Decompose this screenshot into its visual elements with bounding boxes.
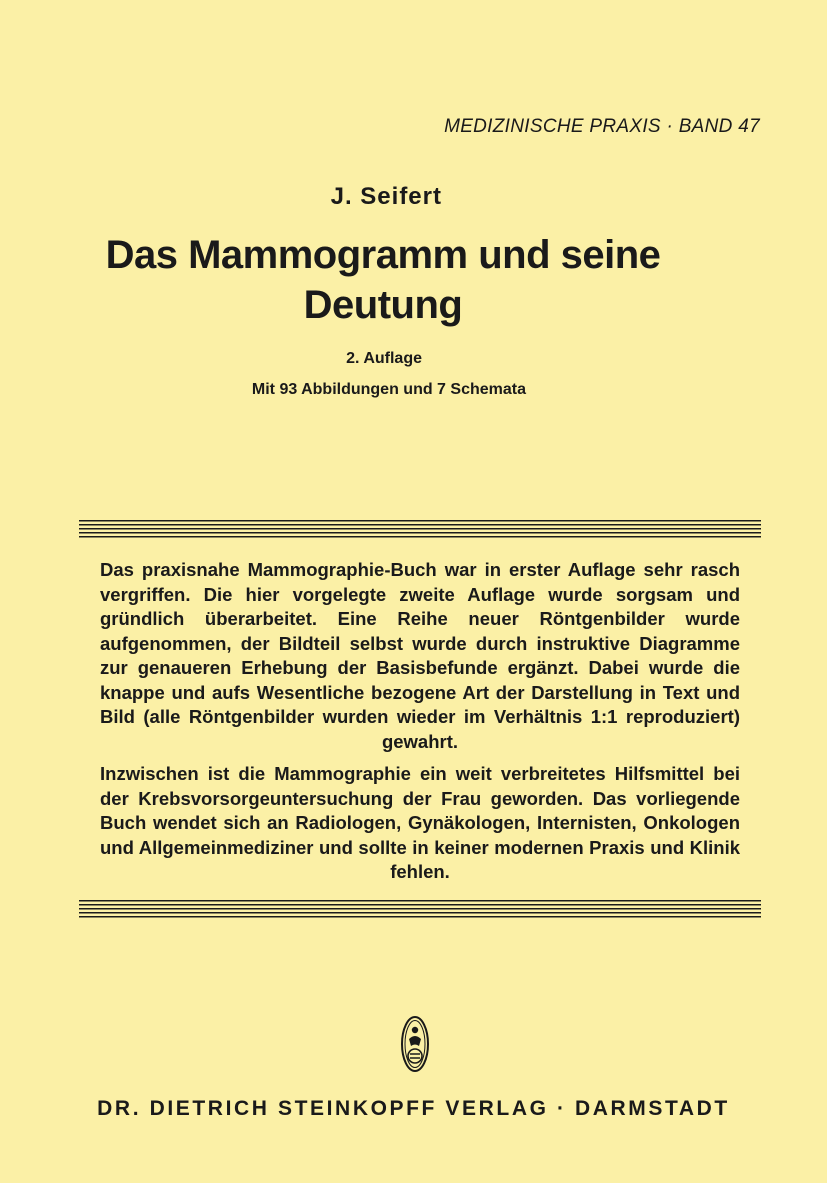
blurb-paragraph-1: Das praxisnahe Mammographie-Buch war in erster Auflage sehr rasch vergriffen. Die hier vorgelegte zweite Auflage wurde sorgsam und gründlich überarbeitet. Eine Reihe neuer Röntgenbilder wurde aufgenommen, der Bildteil selbst wurde durch instruktive Diagramme zur genaueren Erhebung der Basisbefunde ergänzt. Dabei wurde die knappe und aufs Wesentliche bezogene Art der Darstellung in Text und Bild (alle Röntgenbilder wurden wieder im Verhältnis 1:1 reproduziert) gewahrt. <box>100 559 740 752</box>
blurb-paragraph-2: Inzwischen ist die Mammographie ein weit verbreitetes Hilfsmittel bei der Krebsvorsorgeuntersuchung der Frau geworden. Das vorliegende Buch wendet sich an Radiologen, Gynäkologen, Internisten, Onkologen und Allgemeinmediziner und sollte in keiner modernen Praxis und Klinik fehlen. <box>100 763 740 882</box>
edition-label: 2. Auflage <box>346 350 422 367</box>
publisher-name: DR. DIETRICH STEINKOPFF VERLAG · DARMSTADT <box>97 1097 730 1120</box>
book-title: Das Mammogramm und seine Deutung <box>105 233 661 327</box>
author-name: J. Seifert <box>330 183 442 210</box>
series-title: MEDIZINISCHE PRAXIS · BAND 47 <box>444 116 760 137</box>
bottom-divider-rule <box>79 900 761 920</box>
top-divider-rule <box>79 520 761 540</box>
illustrations-note: Mit 93 Abbildungen und 7 Schemata <box>251 381 526 398</box>
publisher-emblem-icon <box>396 1013 434 1075</box>
blurb-text <box>100 558 740 885</box>
